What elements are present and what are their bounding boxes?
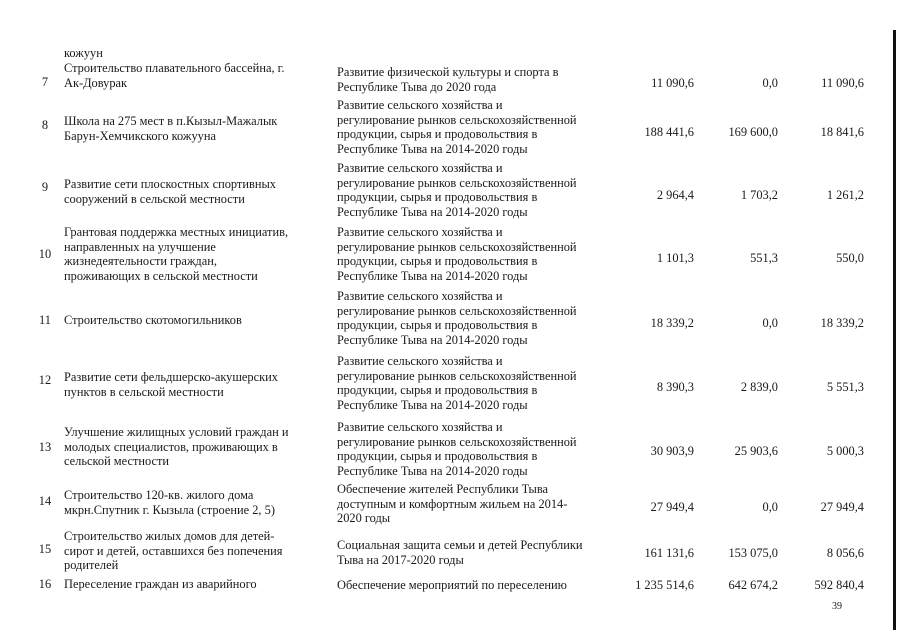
regional-value: 11 090,6 — [821, 76, 864, 90]
object-name: Развитие сети фельдшерско-акушерских пунктов в сельской местности — [64, 370, 278, 399]
row-number: 12 — [38, 373, 52, 387]
program-name: Развитие сельского хозяйства и регулирование рынков сельскохозяйственной продукции, сырья и продовольствия в Республике Тыва на 2014-2020 годы — [337, 289, 577, 347]
total-value: 11 090,6 — [651, 76, 694, 90]
total-value: 8 390,3 — [656, 380, 694, 394]
federal-value: 0,0 — [762, 76, 778, 90]
row-number: 15 — [38, 542, 52, 556]
regional-value: 18 339,2 — [820, 316, 864, 330]
object-name: Строительство скотомогильников — [64, 313, 242, 327]
federal-value: 169 600,0 — [728, 125, 778, 139]
row-number: 16 — [38, 577, 52, 591]
object-name: Переселение граждан из аварийного — [64, 577, 257, 591]
row-number: 10 — [38, 247, 52, 261]
total-value: 1 101,3 — [656, 251, 694, 265]
object-name: Строительство 120-кв. жилого дома мкрн.Спутник г. Кызыла (строение 2, 5) — [64, 488, 275, 517]
object-name: Развитие сети плоскостных спортивных сооружений в сельской местности — [64, 177, 276, 206]
total-value: 1 235 514,6 — [635, 578, 694, 592]
program-name: Обеспечение жителей Республики Тыва доступным и комфортным жильем на 2014- 2020 годы — [337, 482, 568, 526]
regional-value: 8 056,6 — [826, 546, 864, 560]
regional-value: 18 841,6 — [820, 125, 864, 139]
federal-value: 551,3 — [750, 251, 778, 265]
row-number: 9 — [41, 180, 49, 194]
regional-value: 27 949,4 — [820, 500, 864, 514]
row-number: 7 — [41, 75, 49, 89]
page-edge-bar — [893, 30, 896, 630]
federal-value: 642 674,2 — [728, 578, 778, 592]
program-name: Развитие сельского хозяйства и регулирование рынков сельскохозяйственной продукции, сырья и продовольствия в Республике Тыва на 2014-2020 годы — [337, 98, 577, 156]
object-name: Строительство жилых домов для детей- сирот и детей, оставшихся без попечения родителей — [64, 529, 283, 573]
regional-value: 592 840,4 — [814, 578, 864, 592]
total-value: 27 949,4 — [650, 500, 694, 514]
program-name: Развитие сельского хозяйства и регулирование рынков сельскохозяйственной продукции, сырья и продовольствия в Республике Тыва на 2014-2020 годы — [337, 161, 577, 219]
row-number: 8 — [41, 118, 49, 132]
program-name: Развитие физической культуры и спорта в Республике Тыва до 2020 года — [337, 65, 559, 94]
total-value: 2 964,4 — [656, 188, 694, 202]
federal-value: 2 839,0 — [740, 380, 778, 394]
regional-value: 5 551,3 — [826, 380, 864, 394]
object-name: Грантовая поддержка местных инициатив, направленных на улучшение жизнедеятельности граждан, проживающих в сельской местности — [64, 225, 289, 283]
total-value: 18 339,2 — [650, 316, 694, 330]
object-name: Школа на 275 мест в п.Кызыл-Мажалык Барун-Хемчикского кожууна — [64, 114, 278, 143]
object-name: Улучшение жилищных условий граждан и молодых специалистов, проживающих в сельской местности — [64, 425, 289, 469]
program-name: Социальная защита семьи и детей Республики Тыва на 2017-2020 годы — [337, 538, 583, 567]
federal-value: 1 703,2 — [740, 188, 778, 202]
program-name: Развитие сельского хозяйства и регулирование рынков сельскохозяйственной продукции, сырья и продовольствия в Республике Тыва на 2014-2020 годы — [337, 225, 577, 283]
row-number: 11 — [39, 313, 51, 327]
federal-value: 0,0 — [762, 500, 778, 514]
regional-value: 5 000,3 — [826, 444, 864, 458]
total-value: 161 131,6 — [644, 546, 694, 560]
program-name: Развитие сельского хозяйства и регулирование рынков сельскохозяйственной продукции, сырья и продовольствия в Республике Тыва на 2014-2020 годы — [337, 354, 577, 412]
regional-value: 550,0 — [836, 251, 864, 265]
page-number: 39 — [832, 601, 842, 612]
program-name: Обеспечение мероприятий по переселению — [337, 578, 567, 592]
regional-value: 1 261,2 — [826, 188, 864, 202]
continuation-text: кожуун — [64, 46, 103, 60]
federal-value: 153 075,0 — [728, 546, 778, 560]
federal-value: 25 903,6 — [734, 444, 778, 458]
federal-value: 0,0 — [762, 316, 778, 330]
object-name: Строительство плавательного бассейна, г. Ак-Довурак — [64, 61, 285, 90]
row-number: 13 — [38, 440, 52, 454]
total-value: 30 903,9 — [650, 444, 694, 458]
program-name: Развитие сельского хозяйства и регулирование рынков сельскохозяйственной продукции, сырья и продовольствия в Республике Тыва на 2014-2020 годы — [337, 420, 577, 478]
total-value: 188 441,6 — [644, 125, 694, 139]
row-number: 14 — [38, 494, 52, 508]
